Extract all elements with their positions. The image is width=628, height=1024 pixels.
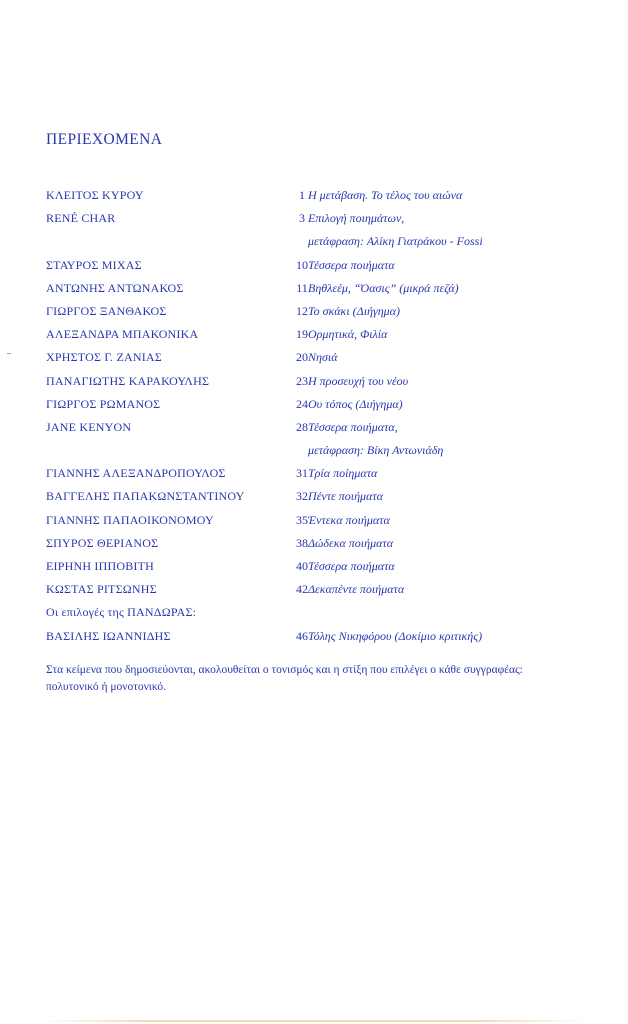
toc-entry	[46, 254, 586, 277]
toc-page-number: 19	[296, 327, 308, 342]
toc-work-title: Τέσσερα ποιήματα	[308, 559, 395, 573]
toc-author: ΑΝΤΩΝΗΣ ΑΝΤΩΝΑΚΟΣ	[46, 280, 184, 295]
toc-author: Οι επιλογές της ΠΑΝΔΩΡΑΣ:	[46, 605, 197, 620]
toc-entry	[46, 578, 586, 601]
toc-entry	[46, 509, 586, 532]
toc-entry	[46, 439, 586, 462]
toc-page-number: 3	[299, 211, 305, 226]
table-of-contents	[46, 184, 586, 648]
toc-entry	[46, 277, 586, 300]
toc-entry	[46, 555, 586, 578]
page-title: ΠΕΡΙΕΧΟΜΕΝΑ	[46, 131, 163, 148]
toc-author: ΒΑΣΙΛΗΣ ΙΩΑΝΝΙΔΗΣ	[46, 628, 171, 643]
toc-author: ΠΑΝΑΓΙΩΤΗΣ ΚΑΡΑΚΟΥΛΗΣ	[46, 373, 210, 388]
toc-entry	[46, 485, 586, 508]
toc-author: RENÉ CHAR	[46, 211, 116, 226]
toc-page-number: 32	[296, 489, 308, 504]
toc-author: ΓΙΑΝΝΗΣ ΠΑΠΑΟΙΚΟΝΟΜΟΥ	[46, 512, 214, 527]
toc-work-title: Δώδεκα ποιήματα	[308, 535, 393, 550]
toc-author: ΑΛΕΞΑΝΔΡΑ ΜΠΑΚΟΝΙΚΑ	[46, 327, 199, 342]
toc-work-title: Πέντε ποιήματα	[308, 489, 383, 504]
toc-work-title: Ορμητικά, Φιλία	[308, 327, 388, 342]
toc-page-number: 20	[296, 350, 308, 365]
toc-author: JANE KENYON	[46, 419, 132, 434]
toc-page-number: 31	[296, 466, 308, 481]
toc-author: ΚΛΕΙΤΟΣ ΚΥΡΟΥ	[46, 188, 144, 202]
toc-work-title: Δεκαπέντε ποιήματα	[308, 582, 405, 597]
toc-work-title: Επιλογή ποιημάτων,	[308, 211, 405, 226]
toc-author: ΕΙΡΗΝΗ ΙΠΠΟΒΙΤΗ	[46, 559, 154, 573]
toc-page-number: 38	[296, 535, 308, 550]
toc-work-title: Νησιά	[308, 350, 338, 365]
toc-author: ΓΙΑΝΝΗΣ ΑΛΕΞΑΝΔΡΟΠΟΥΛΟΣ	[46, 466, 226, 481]
page-bottom-edge	[40, 1020, 588, 1022]
toc-entry	[46, 323, 586, 346]
toc-entry	[46, 370, 586, 393]
toc-page-number: 42	[296, 582, 308, 597]
toc-page-number: 1	[299, 188, 305, 202]
toc-entry	[46, 207, 586, 230]
toc-work-title: Έντεκα ποιήματα	[308, 512, 390, 527]
toc-entry	[46, 346, 586, 369]
toc-work-title: Η μετάβαση. Το τέλος του αιώνα	[308, 188, 463, 202]
toc-page-number: 28	[296, 419, 308, 434]
toc-entry	[46, 416, 586, 439]
toc-author: ΒΑΓΓΕΛΗΣ ΠΑΠΑΚΩΝΣΤΑΝΤΙΝΟΥ	[46, 489, 245, 504]
toc-author: ΚΩΣΤΑΣ ΡΙΤΣΩΝΗΣ	[46, 582, 157, 597]
toc-page-number: 10	[296, 257, 308, 272]
toc-work-title: Η προσευχή του νέου	[308, 373, 409, 388]
toc-work-title: Το σκάκι (Διήγημα)	[308, 303, 400, 318]
toc-page-number: 35	[296, 512, 308, 527]
toc-work-title: μετάφραση: Βίκη Αντωνιάδη	[308, 443, 444, 458]
toc-author: ΣΤΑΥΡΟΣ ΜΙΧΑΣ	[46, 257, 142, 272]
toc-entry	[46, 184, 586, 207]
toc-author: ΓΙΩΡΓΟΣ ΞΑΝΘΑΚΟΣ	[46, 303, 167, 318]
toc-work-title: Τέσσερα ποιήματα	[308, 257, 395, 272]
toc-author: ΣΠΥΡΟΣ ΘΕΡΙΑΝΟΣ	[46, 535, 159, 550]
toc-entry	[46, 230, 586, 253]
scan-mark	[7, 353, 11, 354]
toc-page-number: 24	[296, 396, 308, 411]
toc-page-number: 40	[296, 559, 308, 573]
toc-work-title: Τόλης Νικηφόρου (Δοκίμιο κριτικής)	[308, 628, 483, 643]
toc-work-title: Ου τόπος (Διήγημα)	[308, 396, 403, 411]
toc-work-title: Βηθλεέμ, “Όασις” (μικρά πεζά)	[308, 280, 459, 295]
toc-entry	[46, 300, 586, 323]
toc-page-number: 11	[296, 280, 308, 295]
toc-page-number: 12	[296, 303, 308, 318]
toc-entry	[46, 532, 586, 555]
toc-page-number: 46	[296, 628, 308, 643]
toc-work-title: Τρία ποίηματα	[308, 466, 378, 481]
toc-entry	[46, 462, 586, 485]
toc-author: ΧΡΗΣΤΟΣ Γ. ΖΑΝΙΑΣ	[46, 350, 162, 365]
editorial-note: Στα κείμενα που δημοσιεύονται, ακολουθείται ο τονισμός και η στίξη που επιλέγει ο κάθε συγγραφέας: πολυτονικό ή μονοτονικό.	[46, 664, 523, 693]
toc-page-number: 23	[296, 373, 308, 388]
toc-work-title: μετάφραση: Αλίκη Γιατράκου - Fossi	[308, 234, 483, 249]
toc-section-heading	[46, 601, 586, 624]
toc-work-title: Τέσσερα ποιήματα,	[308, 419, 398, 434]
toc-entry	[46, 625, 586, 648]
toc-entry	[46, 393, 586, 416]
toc-author: ΓΙΩΡΓΟΣ ΡΩΜΑΝΟΣ	[46, 396, 161, 411]
